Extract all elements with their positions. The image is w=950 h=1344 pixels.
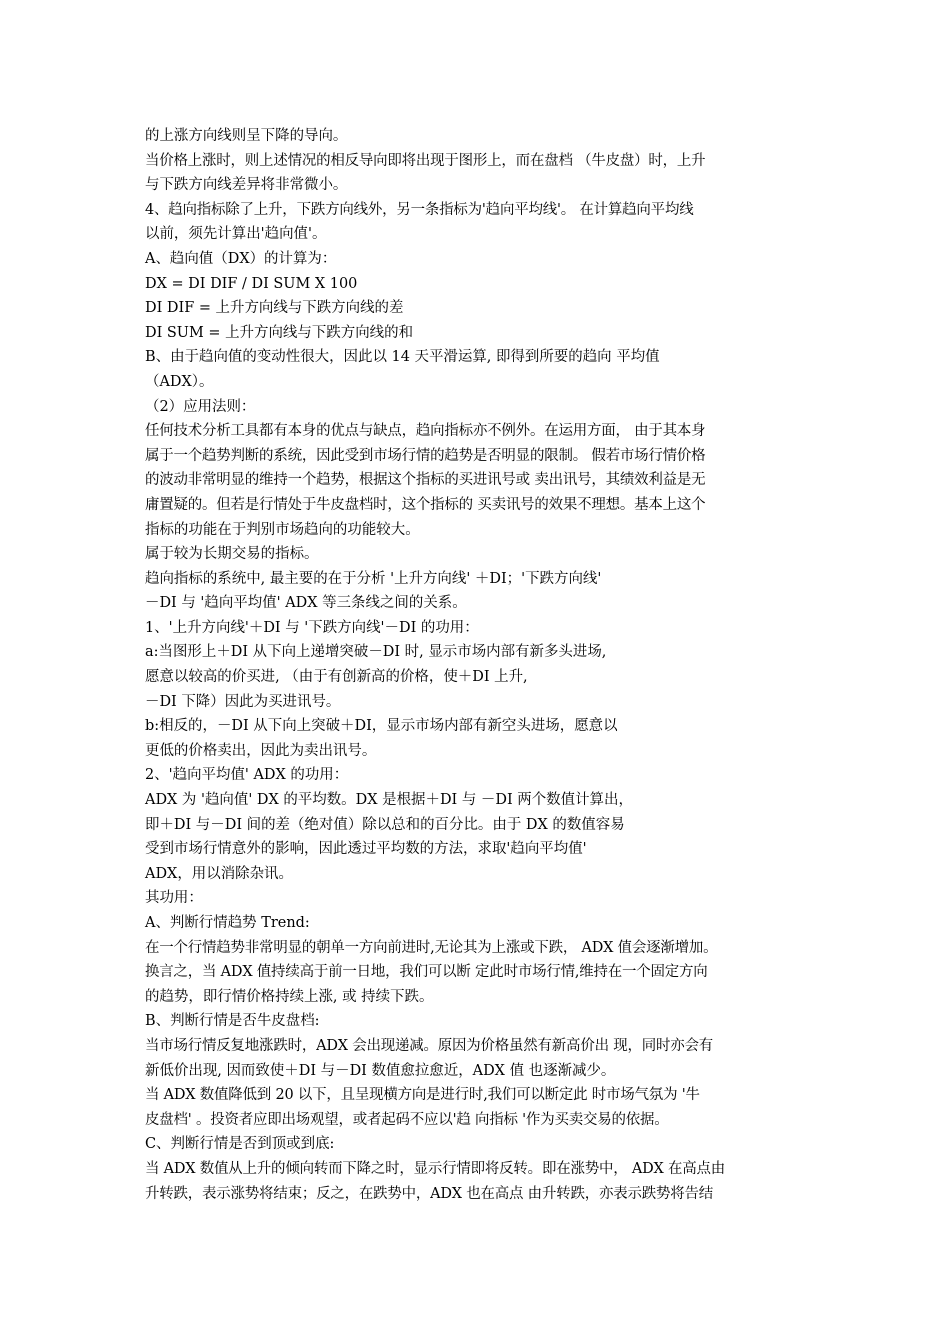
formula-line: DI DIF = 上升方向线与下跌方向线的差 bbox=[145, 300, 404, 317]
text-line: ADX，用以消除杂讯。 bbox=[145, 865, 293, 882]
section-heading: （2）应用法则： bbox=[145, 398, 256, 415]
text-line: 其功用： bbox=[145, 890, 203, 907]
text-line: 即＋DI 与－DI 间的差（绝对值）除以总和的百分比。由于 DX 的数值容易 bbox=[145, 816, 625, 833]
text-line: a:当图形上＋DI 从下向上递增突破－DI 时, 显示市场内部有新多头进场, bbox=[145, 644, 607, 661]
text-line: －DI 下降）因此为买进讯号。 bbox=[145, 693, 341, 710]
text-line: C、判断行情是否到顶或到底: bbox=[145, 1136, 335, 1153]
text-line: 升转跌，表示涨势将结束；反之，在跌势中，ADX 也在高点 由升转跌，亦表示跌势将告结 bbox=[145, 1185, 714, 1202]
text-line: 1、'上升方向线'＋DI 与 '下跌方向线'－DI 的功用： bbox=[145, 619, 479, 636]
text-line: 受到市场行情意外的影响，因此透过平均数的方法，求取'趋向平均值' bbox=[145, 841, 587, 858]
text-line: 当价格上涨时，则上述情况的相反导向即将出现于图形上，而在盘档 （牛皮盘）时，上升 bbox=[145, 152, 706, 169]
text-line: B、由于趋向值的变动性很大，因此以 14 天平滑运算, 即得到所要的趋向 平均值 bbox=[145, 349, 660, 366]
text-line: 的趋势，即行情价格持续上涨, 或 持续下跌。 bbox=[145, 988, 434, 1005]
text-line: 4、趋向指标除了上升，下跌方向线外，另一条指标为'趋向平均线'。 在计算趋向平均线 bbox=[145, 201, 694, 218]
text-line: B、判断行情是否牛皮盘档: bbox=[145, 1013, 320, 1030]
text-line: 与下跌方向线差异将非常微小。 bbox=[145, 177, 348, 194]
text-line: 指标的功能在于判别市场趋向的功能较大。 bbox=[145, 521, 420, 538]
text-line: 换言之，当 ADX 值持续高于前一日地，我们可以断 定此时市场行情,维持在一个固定方向 bbox=[145, 964, 708, 981]
text-line: 的上涨方向线则呈下降的导向。 bbox=[145, 128, 348, 144]
text-line: 庸置疑的。但若是行情处于牛皮盘档时，这个指标的 买卖讯号的效果不理想。基本上这个 bbox=[145, 496, 706, 513]
text-line: ADX 为 '趋向值' DX 的平均数。DX 是根据＋DI 与 －DI 两个数值计算出， bbox=[145, 792, 633, 809]
text-line: 愿意以较高的价买进, （由于有创新高的价格，使＋DI 上升, bbox=[145, 669, 528, 686]
text-line: （ADX）。 bbox=[145, 373, 214, 390]
text-line: 当 ADX 数值降低到 20 以下，且呈现横方向是进行时,我们可以断定此 时市场气氛为 '牛 bbox=[145, 1087, 700, 1104]
text-line: 皮盘档' 。投资者应即出场观望，或者起码不应以'趋 向指标 '作为买卖交易的依据。 bbox=[145, 1111, 669, 1128]
text-line: 的波动非常明显的维持一个趋势，根据这个指标的买进讯号或 卖出讯号，其绩效利益是无 bbox=[145, 472, 706, 489]
text-line: 趋向指标的系统中, 最主要的在于分析 '上升方向线' ＋DI；'下跌方向线' bbox=[145, 570, 602, 587]
text-line: 任何技术分析工具都有本身的优点与缺点，趋向指标亦不例外。在运用方面， 由于其本身 bbox=[145, 423, 706, 440]
formula-line: DX = DI DIF / DI SUM X 100 bbox=[145, 275, 358, 292]
text-line: 更低的价格卖出，因此为卖出讯号。 bbox=[145, 742, 377, 759]
text-line: 以前，须先计算出'趋向值'。 bbox=[145, 226, 327, 243]
document-body bbox=[145, 124, 815, 1206]
text-line: 新低价出现, 因而致使＋DI 与－DI 数值愈拉愈近，ADX 值 也逐渐减少。 bbox=[145, 1062, 616, 1079]
text-line: －DI 与 '趋向平均值' ADX 等三条线之间的关系。 bbox=[145, 595, 467, 612]
text-line: A、趋向值（DX）的计算为： bbox=[145, 250, 337, 267]
text-line: 当 ADX 数值从上升的倾向转而下降之时，显示行情即将反转。即在涨势中， ADX 在高点由 bbox=[145, 1160, 726, 1177]
formula-line: DI SUM = 上升方向线与下跌方向线的和 bbox=[145, 324, 414, 341]
text-line: b:相反的，－DI 从下向上突破＋DI，显示市场内部有新空头进场，愿意以 bbox=[145, 718, 618, 735]
text-line: 在一个行情趋势非常明显的朝单一方向前进时,无论其为上涨或下跌， ADX 值会逐渐增加。 bbox=[145, 939, 718, 956]
text-line: 2、'趋向平均值' ADX 的功用： bbox=[145, 767, 349, 784]
text-line: 属于较为长期交易的指标。 bbox=[145, 546, 319, 563]
text-line: A、判断行情趋势 Trend: bbox=[145, 915, 310, 931]
text-line: 当市场行情反复地涨跌时，ADX 会出现递减。原因为价格虽然有新高价出 现，同时亦会有 bbox=[145, 1037, 714, 1054]
text-line: 属于一个趋势判断的系统，因此受到市场行情的趋势是否明显的限制。 假若市场行情价格 bbox=[145, 447, 706, 464]
